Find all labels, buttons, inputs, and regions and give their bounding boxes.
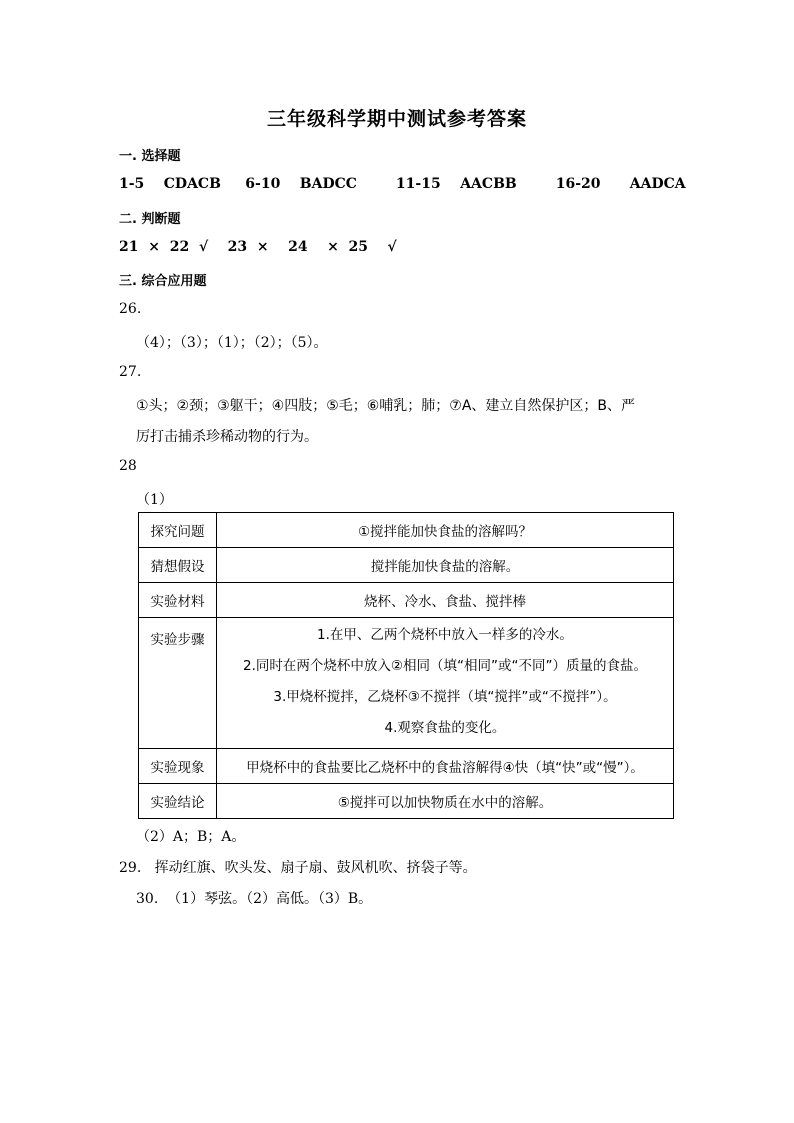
table-row (139, 618, 674, 749)
q28-part2-answer: （2）A；B；A。 (136, 829, 246, 845)
row-key: 实验现象 (139, 749, 217, 784)
q27-answer-line2: 厉打击捕杀珍稀动物的行为。 (136, 429, 318, 445)
row-value: ①搅拌能加快食盐的溶解吗？ (217, 513, 674, 548)
step-3: 3.甲烧杯搅拌，乙烧杯③不搅拌（填“搅拌”或“不搅拌”）。 (273, 689, 617, 705)
q28-part1-label: （1） (136, 492, 173, 508)
row-value: ⑤搅拌可以加快物质在水中的溶解。 (217, 784, 674, 819)
section-2-answers: 21 × 22 √ 23 × 24 × 25 √ (119, 239, 397, 255)
step-2: 2.同时在两个烧杯中放入②相同（填“相同”或“不同”）质量的食盐。 (243, 658, 647, 674)
table-row (139, 784, 674, 819)
q28-number: 28 (119, 458, 137, 474)
q26-number: 26. (119, 301, 142, 317)
page-title: 三年级科学期中测试参考答案 (266, 108, 527, 130)
section-1-heading: 一. 选择题 (119, 149, 181, 164)
table-row (139, 548, 674, 583)
row-value: 烧杯、冷水、食盐、搅拌棒 (217, 583, 674, 618)
row-key: 探究问题 (139, 513, 217, 548)
row-value: 搅拌能加快食盐的溶解。 (217, 548, 674, 583)
q30-answer: 30. （1）琴弦。（2）高低。（3）B。 (136, 891, 373, 907)
row-key: 实验步骤 (139, 618, 217, 749)
q26-answer: （4）；（3）；（1）；（2）；（5）。 (136, 335, 328, 351)
table-row (139, 583, 674, 618)
section-3-heading: 三. 综合应用题 (119, 274, 207, 289)
step-4: 4.观察食盐的变化。 (384, 720, 506, 736)
q29-answer: 29. 挥动红旗、吹头发、扇子扇、鼓风机吹、挤袋子等。 (119, 860, 477, 876)
experiment-table (138, 512, 674, 819)
section-1-answers: 1-5 CDACB 6-10 BADCC 11-15 AACBB 16-20 AADCA (119, 176, 686, 192)
row-key: 猜想假设 (139, 548, 217, 583)
q27-answer-line1: ①头；②颈；③躯干；④四肢；⑤毛；⑥哺乳；肺；⑦A、建立自然保护区；B、严 (136, 398, 636, 414)
section-2-heading: 二. 判断题 (119, 212, 181, 227)
row-value: 甲烧杯中的食盐要比乙烧杯中的食盐溶解得④快（填“快”或“慢”）。 (217, 749, 674, 784)
row-key: 实验材料 (139, 583, 217, 618)
row-value-steps (217, 618, 674, 749)
q27-number: 27. (119, 364, 142, 380)
step-1: 1.在甲、乙两个烧杯中放入一样多的冷水。 (317, 627, 573, 643)
table-row (139, 513, 674, 548)
row-key: 实验结论 (139, 784, 217, 819)
table-row (139, 749, 674, 784)
